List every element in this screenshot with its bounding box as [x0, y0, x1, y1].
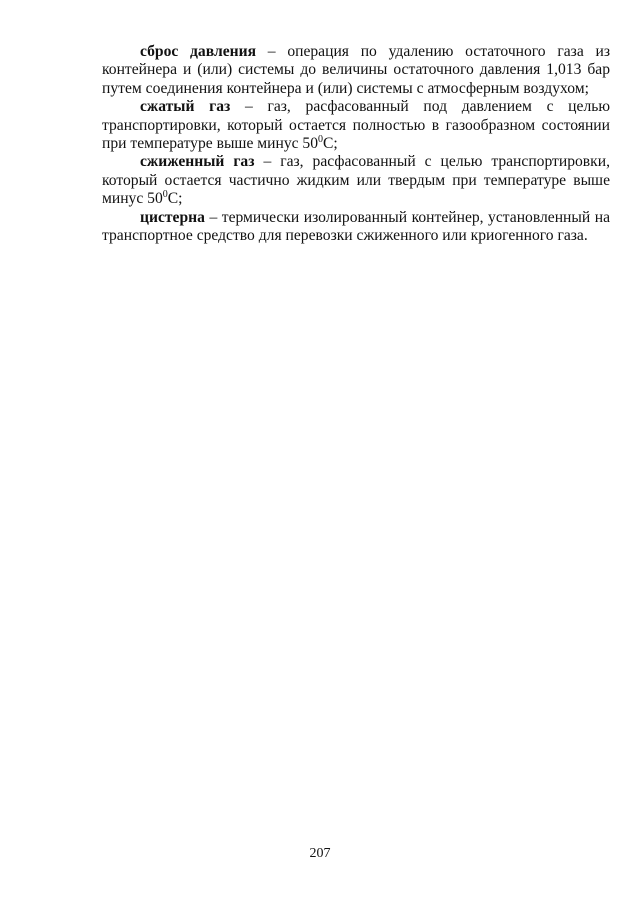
definition-text: – газ, расфасованный под давлением с целью транспортировки, который остается полностью в газообразном состоянии при температуре выше минус 50	[102, 98, 610, 153]
definition-tank	[102, 209, 610, 246]
definition-text: – операция по удалению остаточного газа из контейнера и (или) системы до величины остаточного давления 1,013 бар путем соединения контейнера и (или) системы с атмосферным воздухом;	[102, 43, 610, 97]
degree-superscript: 0	[318, 134, 324, 146]
document-body	[102, 43, 610, 245]
definition-text: – газ, расфасованный с целью транспортировки, который остается частично жидким или твердым при температуре выше минус 50	[102, 153, 610, 208]
term-liquefied-gas: сжиженный газ	[140, 153, 255, 171]
definition-tail: С;	[167, 190, 183, 208]
term-tank: цистерна	[140, 208, 205, 226]
page-number: 207	[309, 846, 331, 861]
term-pressure-release: сброс давления	[140, 43, 257, 60]
definition-text: – термически изолированный контейнер, установленный на транспортное средство для перевозки сжиженного или криогенного газа.	[102, 208, 610, 245]
degree-superscript: 0	[162, 189, 168, 201]
definition-tail: С;	[323, 135, 338, 153]
definition-compressed-gas	[102, 98, 610, 153]
term-compressed-gas: сжатый газ	[140, 98, 231, 116]
definition-liquefied-gas	[102, 153, 610, 208]
definition-pressure-release	[102, 43, 610, 98]
